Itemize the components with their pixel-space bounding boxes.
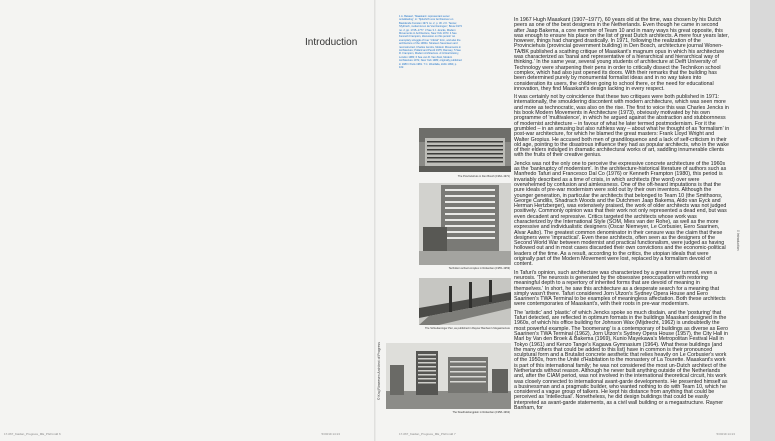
paragraph: It was certainly not by coincidence that these two critiques were both published in 1971: internationally, the smouldering discontent with modern architecture, which was seen more and more as technocratic, was also on the rise. The first to voice this was Charles Jencks in his book Modern Movements in Architecture (1973), obviously motivated by his own programme of 'multivalence', in which he argued against the abstraction and stubbornness of modernist architecture – in favour of what he later termed postmodernism. For it the grumbled – in an amusing but also ruthless way – about what he thought of as 'formalism' in post-war architecture, for which he blamed the great masters: Frank Lloyd Wright and Walter Gropius. He accused both men of grandiloquence and a lack of self-criticism in their old age, pointing to the disastrous influence they had as popular architects, who in the wake of their elders indulged in dramatic architectural works of art, saddling innumerable clients with the fruits of their creative genius. [514,94,730,159]
printer-slug-left [4,432,380,440]
right-running-head-text: 0 Introduction [736,230,740,251]
slug-file: 17-067_Kaidan_Progress_ME_PGF.indd 6 [4,432,61,436]
left-running-head [377,300,381,400]
slug-date: 5/30/19 14:13 [716,432,735,436]
body-text [514,18,730,428]
spine-gutter [374,0,376,441]
provinciehuis-photo [419,128,511,172]
figure-caption: The Provinciehuis in Den Bosch (1962–1971) [457,175,510,178]
figure-stoelhuisbergplein [386,343,511,409]
technikon-photo [419,183,511,265]
right-running-head [736,230,740,270]
left-running-head-text: © Kraj Rimeesen Architect of Progress [377,342,381,400]
paragraph: The 'artistic' and 'plastic' of which Jencks spoke so much disdain, and the 'posturing' that Tafuri detected, are reflected in optimum formats in the buildings Maaskant designed in the 1960s, of which his office building for Johnson Wax (Mijdrecht, 1962) is undoubtedly the most powerful example. The 'boomerang' is a contemporary of buildings as diverse as Eero Saarinen's TWA Terminal (1962), Jorn Utzon's Sydney Opera House (1957), the City Hall in Marl by Van den Broek & Bakema (1969), Kunio Mayekawa's Metropolitan Festival Hall in Tokyo (1961) and Kenzo Tange's Kagawa Gymnasium (1964). What these buildings (and the many others that could be added to this list) have in common is their pronounced sculptural form and a Brutalist concrete aesthetic that relies heavily on Le Corbusier's work of the 1950s, from the Unité d'Habitation to the monastery of La Tourette. Maaskant's work is part of this international family; he was not considered the most un-Dutch architect of the Netherlands without reason. Although he never built anything outside of the Netherlands and, after the CIAM period, was not involved in the international theoretical circuit, his work was closely connected to international avant-garde developments. He presented himself as a businessman and a pragmatic builder, who wanted nothing to do with Team 10, which he considered a vague group of talkers. He kept his distance from anything that could be perceived as 'intellectual'. Nonetheless, he did design buildings that could be easily interpreted as avant-garde statements, as a civil wall building or a megastructure. Rayner Banham, for [514,309,728,412]
paragraph: In Tafuri's opinion, such architecture was characterized by a great inner turmoil, even a neurosis. 'The neurosis is generated by the obsessive preoccupation with restoring meaningful depth to a repertory of inherited forms that are devoid of meaning in themselves.' In short, he saw this architecture as a desperate search for a meaning that simply wasn't there. Tafuri considered Jorn Utzon's Sydney Opera House and Eero Saarinen's TWA Terminal to be examples of meaningless affectation. Both these architects were contemporaries of Maaskant's, with their roots in pre-war modernism. [514,269,726,308]
paragraph: Jencks was not the only one to perceive the expressive concrete architecture of the 1960s as the 'bankruptcy of modernism'. In the architecture-historical literature of authors such as Manfredo Tafuri and Francesco Dal Co (1976) or Kenneth Frampton (1980), this period is invariably described as a time of crisis, in which architects (the word) over were overwhelmed by confusion and aimlessness. One of the oft-heard imputations is that the pure ideals of pre-war modernism were sold out by their own inventors. Although the younger generation, in particular the architects that belonged to Team 10 (the Smithsons, George Candilis, Shadrach Woods and the Dutchmen Jaap Bakema, Aldo van Eyck and Herman Hertzberger), was extensively praised, the work of older architects was not judged positively. Commonly opinion was that their work not only represented a dead end, but was even decadent and repressive. Critics targeted the architects whose work was characterized by the International Style (SOM, Mies van der Rohe), as well as the more expressive and individualistic designers (Oscar Niemeyer, Le Corbusier, Eero Saarinen, Alvar Aalto). The greatest common denominator in their censure was the claim that these designers were 'impractical'. Even these architects, often seen as the designers of the Second World War between modernist and practical functionalism, were judged as having hollowed out and in most cases discarded their own convictions and the economic-political leaders of the time. As a result, according to the critics, the utopian ideals that were originally part of the Modern Movement were lost, replaced by a formalism devoid of content. [514,160,727,268]
figure-technikon [419,183,511,265]
slug-file: 17-067_Kaidan_Progress_ME_PGF.indd 7 [399,432,456,436]
pier-photo [419,278,511,325]
figure-caption: Technikon school complex in Rotterdam (1955–1959) [448,267,510,270]
figure-provinciehuis [419,128,511,172]
printer-slug-right [399,432,775,440]
figure-caption: The Schiedaminger Pier, as published in Rayner Banham's Megastructure [425,327,510,330]
slug-date: 5/30/19 14:13 [321,432,340,436]
paragraph: In 1967 Hugh Maaskant (1907–1977), 60 years old at the time, was chosen by his Dutch peers as one of the best designers in the Netherlands. Even though he came in second after Jaap Bakema, a core member of Team 10 and in many ways his great opposite, this was enough to ensure his place on the list of great Dutch architects. A mere four years later, however, things had changed drastically. In 1971, following the realization of the Provinciehuis (provincial government building) in Den Bosch, architecture journal Wonen-TA/BK published a scathing critique of Maaskant's magnum opus in which his architecture was characterized as 'banal and representative of a hierarchical and hierarchical way of thinking.' In the same year, several young students of architecture at Delft University of Technology were sharpening their pens in order to critically dissect the Technikon school complex, which had also just opened its doors. With their remarks that the building has been determined purely by monumental formalist ideas and in no way takes into consideration its users, the children going to school there, or the need for educational innovation, they find Maaskant's design lacking in every respect. [514,17,729,92]
figure-caption: The Stoelhuisbergplein in Rotterdam (1958–1962) [452,411,510,414]
footnotes: 1 A. Bekaert, 'Maaskant: representant eener ontwikkeling', in: Tijdschrift voor Architectuur en Beeldende Kunsten 1971 no. 2, p. 30. 2 K. Tanner, 'Mythisch, modernist en de Voorzieningen', Bouw 1973 no. 2, pp. 1745–1777. 3 See 3 J. Jencks, Modern Movements in Architecture, New York 1973. 4 See Kenneth Frampton, discussion on this period: 'an exemplary struggle of true ''critical'' form, and also the architecture of the 1960s: Nineteen Seventeen and reconstructed, Charles Jencks, Modern Movements in Architecture; Pollard and Pencil 1975; Ramsey; 5 See R. Frampton, Modern Architecture. A Critical History, London 1980; 6 See van R. Van Zwol, Modern Architecture 1972, New York 1980; originally published in 1980 / Paris 1981. 7 C. Westfalia, Zolfo 1990, p. 102. [399,15,462,70]
page-title: Introduction [305,36,358,48]
stoelhuisbergplein-photo [386,343,511,409]
figure-pier [419,278,511,325]
